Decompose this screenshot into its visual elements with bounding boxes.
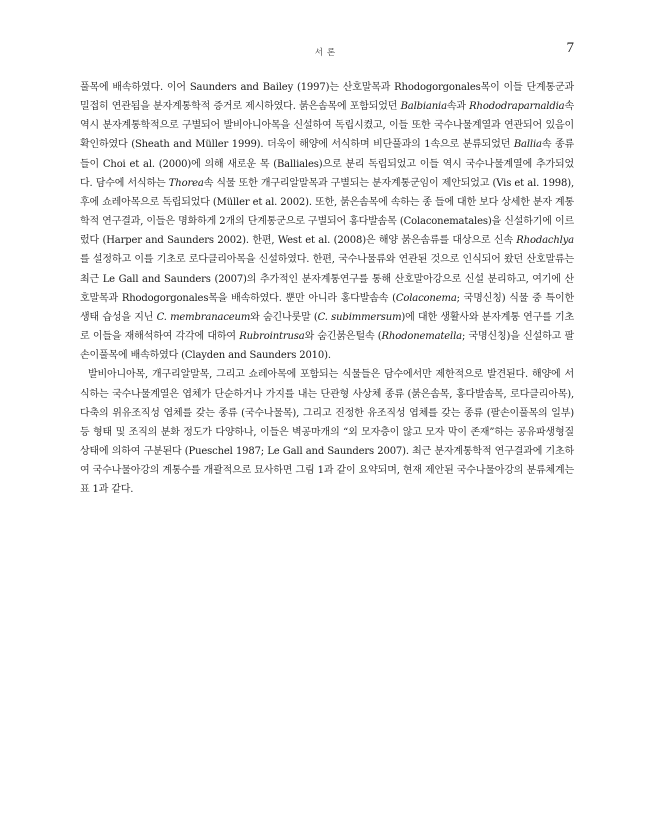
italic-term: Rubrointrusa	[239, 331, 305, 343]
text-run: ; 국명신칭) 식물 중 특이한 생태 습성을 지닌	[80, 292, 575, 323]
paragraph-1	[80, 78, 574, 365]
italic-term: Rhodonematella	[381, 331, 462, 343]
italic-term: Balbiania	[400, 101, 447, 113]
italic-term: C. membranaceum	[156, 311, 251, 323]
text-run: 풀목에 배속하였다. 이어 Saunders and Bailey (1997)는 산호말목과 Rhodogorgonales목이 이들 단계통군과 밀접히 연관됨을 분자계통학적 증거로 제시하였다. 붉은솜목에 포함되었던	[80, 82, 574, 113]
text-run: 속 종류들이 Choi et al. (2000)에 의해 새로운 목 (Balliales)으로 분리 독립되었고 이들 역시 국수나물계열에 추가되었다. 담수에 서식하는	[80, 139, 574, 189]
italic-term: Ballia	[513, 139, 542, 151]
page-header	[80, 40, 574, 60]
italic-term: C. subimmersum	[317, 311, 402, 323]
running-title: 서론	[314, 48, 340, 58]
body-text	[80, 78, 574, 499]
text-run: 속 역시 분자계통학적으로 구별되어 발비아니아목을 신설하여 독립시켰고, 이들 또한 국수나물계열과 연관되어 있음이 확인하였다 (Sheath and Müller 1999). 더욱이 해양에 서식하며 비단풀과의 1속으로 분류되었던	[80, 101, 574, 151]
text-run: ; 국명신칭)을 신설하고 팔손이풀목에 배속하였다 (Clayden and Saunders 2010).	[80, 331, 574, 362]
text-run: 와 숨긴나룻말 (	[250, 311, 318, 323]
text-run: 와 숨긴붉은털속 (	[304, 331, 382, 343]
text-run: 발비아니아목, 개구리알말목, 그리고 쇼레아목에 포함되는 식물들은 담수에서만 제한적으로 발견된다. 해양에 서식하는 국수나물계열은 엽체가 단순하거나 가지를 내는 단관형 사상체 종류 (붉은솜목, 홍다발솜목, 로다클리아목), 다축의 위유조직성 엽체를 갖는 종류 (국수나물목), 그리고 진정한 유조직성 엽체를 갖는 종류 (팔손이풀목의 일부) 등 형태 및 조직의 분화 정도가 다양하나, 이들은 벽공마개의 “외 모자층이 않고 모자 막이 존재”하는 공유파생형질 상태에 의하여 구분된다 (Pueschel 1987; Le Gall and Saunders 2007). 최근 분자계통학적 연구결과에 기초하여 국수나물아강의 계통수를 개괄적으로 묘사하면 그림 1과 같이 요약되며, 현재 제안된 국수나물아강의 분류체계는 표 1과 같다.	[80, 369, 574, 496]
text-run: )에 대한 생활사와 분자계통 연구를 기초로 이들을 재해석하여 각각에 대하여	[80, 311, 574, 343]
italic-term: Thorea	[168, 177, 204, 189]
italic-term: Rhodachlya	[516, 235, 574, 247]
text-run: 속 식물 또한 개구리알말목과 구별되는 분자계통군임이 제안되었고 (Vis et al. 1998), 후에 쇼레아목으로 독립되었다 (Müller et al. 2002). 또한, 붉은솜목에 속하는 종 들에 대한 보다 상세한 분자 계통학적 연구결과, 이들은 명화하게 2개의 단계통군으로 구별되어 홍다발솜목 (Colaconematales)을 신설하기에 이르렀다 (Harper and Saunders 2002). 한편, West et al. (2008)은 해양 붉은솜류를 대상으로 신속	[80, 177, 574, 247]
text-run: 속과	[446, 101, 470, 113]
paragraph-2	[80, 365, 574, 499]
italic-term: Rhododraparnaldia	[469, 101, 565, 113]
italic-term: Colaconema	[395, 292, 457, 304]
page-number: 7	[566, 40, 574, 56]
text-run: 를 설정하고 이를 기초로 로다클리아목을 신설하였다. 한편, 국수나물류와 연관된 것으로 인식되어 왔던 산호말류는 최근 Le Gall and Saunders (2007)의 추가적인 분자계통연구를 통해 산호말아강으로 신설 분리하고, 여기에 산호말목과 Rhodogorgonales목을 배속하였다. 뿐만 아니라 홍다발솜속 (	[80, 254, 574, 304]
